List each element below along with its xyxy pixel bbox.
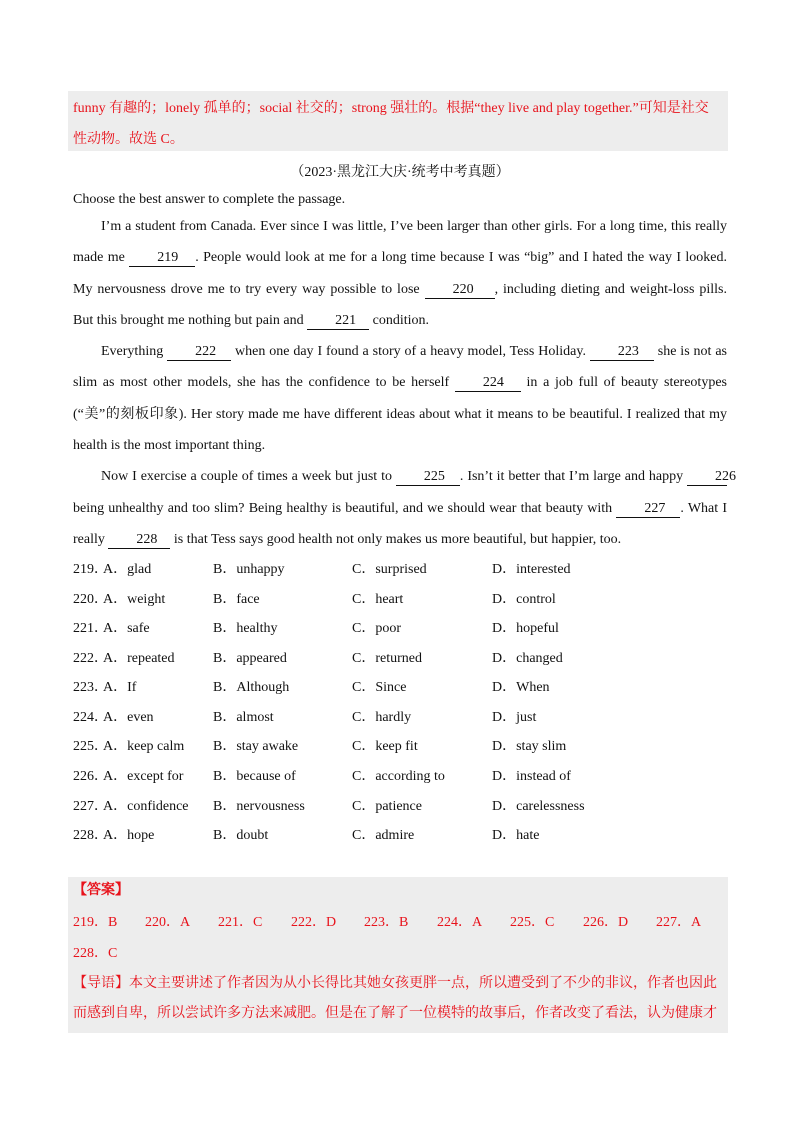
option-b[interactable]: B．because of xyxy=(213,769,296,784)
source-label: （2023·黑龙江大庆·统考中考真题） xyxy=(290,165,510,180)
answer-item: 226．D xyxy=(583,915,629,930)
passage xyxy=(73,211,736,555)
blank-225: 225 xyxy=(396,469,460,486)
blank-224: 224 xyxy=(455,375,521,392)
option-c[interactable]: C．according to xyxy=(352,769,445,784)
explanation-line-2: 性动物。故选 C。 xyxy=(73,132,184,147)
document-page: funny 有趣的；lonely 孤单的；social 社交的；strong 强壮的。根据“they live and play together.”可知是社交 性动物。故选 C。 （2023·黑龙江大庆·统考中考真题） Choose the best answer to complete the passage. I’m a student from Canada. Ever since I was little, I’ve been larger than other girls. For a long time, this really made me 219 . People would look at me for a long time because I was “big” and I hated the way I looked. My nervousness drove me to try every way possible to lose 220 , including dieting and weight-loss pills. But this brought me nothing but pain and 221 condition. Everything 222 when one day I found a story of a heavy model, Tess Holiday. 223 she is not as slim as most other models, she has the confidence to be herself 224 in a job full of beauty stereotypes (“美”的刻板印象). Her story made me have different ideas about what it means to be beautiful. I realized that my health is the most important thing. Now I exercise a couple of times a week but just to 225 . Isn’t it better that I’m large and happy 226 being unhealthy and too slim? Being healthy is beautiful, and we should wear that beauty with 227 . What I really 228 is that Tess says good health not only makes us more beautiful, but happier, too. 219． A．glad B．unhappy C．surprised D．interested 220． A．weight B．face C．heart D．control 221． A．safe B．healthy C．poor D．hopeful 222． A．repeated B．appeared C．returned D．changed 223． A．If B．Although C．Since D．When 224． A．even B．almost C．hardly D．just 225． A．keep calm B．stay awake C．keep fit D．stay slim 226． A．except for B．because of C．according to D．instead of 227． A．confidence B．nervousness C．patience D．carelessness 228． A．hope B．doubt C．admire D．hate 【答案】 219．B 220．A 221．C 222．D 223．B 224．A 225．C 226．D 227．A 228．C 【导语】本文主要讲述了作者因为从小长得比其她女孩更胖一点，所以遭受到了不少的非议，作者也因此 而感到自卑，所以尝试许多方法来减肥。但是在了解了一位模特的故事后，作者改变了看法，认为健康才 xyxy=(0,0,800,1132)
option-b[interactable]: B．nervousness xyxy=(213,799,305,814)
option-c[interactable]: C．surprised xyxy=(352,562,427,577)
option-a[interactable]: A．safe xyxy=(103,621,150,636)
option-a[interactable]: A．confidence xyxy=(103,799,189,814)
option-b[interactable]: B．stay awake xyxy=(213,739,299,754)
option-c[interactable]: C．Since xyxy=(352,680,407,695)
blank-227: 227 xyxy=(616,501,680,518)
instruction: Choose the best answer to complete the passage. xyxy=(73,192,346,207)
option-d[interactable]: D．instead of xyxy=(492,769,571,784)
option-d[interactable]: D．interested xyxy=(492,562,571,577)
option-a[interactable]: A．repeated xyxy=(103,651,175,666)
option-c[interactable]: C．patience xyxy=(352,799,422,814)
blank-226: 226 xyxy=(687,469,727,486)
option-c[interactable]: C．admire xyxy=(352,828,415,843)
option-b[interactable]: B．face xyxy=(213,592,260,607)
blank-228: 228 xyxy=(108,532,170,549)
option-b[interactable]: B．almost xyxy=(213,710,274,725)
option-c[interactable]: C．hardly xyxy=(352,710,412,725)
answer-item: 225．C xyxy=(510,915,555,930)
answer-item: 222．D xyxy=(291,915,337,930)
answer-item: 220．A xyxy=(145,915,191,930)
option-c[interactable]: C．poor xyxy=(352,621,401,636)
explanation-line-1: funny 有趣的；lonely 孤单的；social 社交的；strong 强壮的。根据“they live and play together.”可知是社交 xyxy=(73,101,709,116)
paragraph-2: Everything 222 when one day I found a story of a heavy model, Tess Holiday. 223 she is not as slim as most other models, she has the confidence to be herself 224 in a job full of beauty stereotypes (“美”的刻板印象). Her story made me have different ideas about what it means to be beautiful. I realized that my health is the most important thing. xyxy=(73,344,727,454)
option-a[interactable]: A．keep calm xyxy=(103,739,185,754)
guide-line-1: 【导语】本文主要讲述了作者因为从小长得比其她女孩更胖一点，所以遭受到了不少的非议，作者也因此 xyxy=(73,976,717,991)
option-d[interactable]: D．carelessness xyxy=(492,799,585,814)
option-d[interactable]: D．just xyxy=(492,710,537,725)
option-d[interactable]: D．control xyxy=(492,592,556,607)
answer-item: 221．C xyxy=(218,915,263,930)
option-a[interactable]: A．glad xyxy=(103,562,152,577)
answer-item: 223．B xyxy=(364,915,409,930)
answer-item: 219．B xyxy=(73,915,118,930)
option-c[interactable]: C．heart xyxy=(352,592,404,607)
answer-item: 228．C xyxy=(73,946,118,961)
option-b[interactable]: B．Although xyxy=(213,680,290,695)
option-a[interactable]: A．even xyxy=(103,710,154,725)
option-a[interactable]: A．weight xyxy=(103,592,166,607)
option-b[interactable]: B．healthy xyxy=(213,621,278,636)
option-d[interactable]: D．When xyxy=(492,680,550,695)
paragraph-1: I’m a student from Canada. Ever since I was little, I’ve been larger than other girls. For a long time, this really made me 219 . People would look at me for a long time because I was “big” and I hated the way I looked. My nervousness drove me to try every way possible to lose 220 , including dieting and weight-loss pills. But this brought me nothing but pain and 221 condition. xyxy=(73,219,728,328)
option-b[interactable]: B．appeared xyxy=(213,651,287,666)
option-d[interactable]: D．hate xyxy=(492,828,540,843)
answer-item: 224．A xyxy=(437,915,483,930)
option-a[interactable]: A．If xyxy=(103,680,137,695)
answer-item: 227．A xyxy=(656,915,702,930)
option-b[interactable]: B．unhappy xyxy=(213,562,285,577)
option-d[interactable]: D．changed xyxy=(492,651,563,666)
answer-heading: 【答案】 xyxy=(73,883,129,898)
guide-line-2: 而感到自卑，所以尝试许多方法来减肥。但是在了解了一位模特的故事后，作者改变了看法，认为健康才 xyxy=(73,1006,717,1021)
blank-222: 222 xyxy=(167,344,231,361)
option-b[interactable]: B．doubt xyxy=(213,828,269,843)
option-d[interactable]: D．stay slim xyxy=(492,739,567,754)
option-d[interactable]: D．hopeful xyxy=(492,621,559,636)
option-c[interactable]: C．returned xyxy=(352,651,422,666)
blank-223: 223 xyxy=(590,344,654,361)
blank-220: 220 xyxy=(425,282,495,299)
option-a[interactable]: A．except for xyxy=(103,769,184,784)
blank-221: 221 xyxy=(307,313,369,330)
option-c[interactable]: C．keep fit xyxy=(352,739,418,754)
option-a[interactable]: A．hope xyxy=(103,828,155,843)
blank-219: 219 xyxy=(129,250,195,267)
paragraph-3: Now I exercise a couple of times a week but just to 225 . Isn’t it better that I’m large and happy 226 being unhealthy and too slim? Being healthy is beautiful, and we should wear that beauty with 227 . What I really 228 is that Tess says good health not only makes us more beautiful, but happier, too. xyxy=(73,469,736,547)
